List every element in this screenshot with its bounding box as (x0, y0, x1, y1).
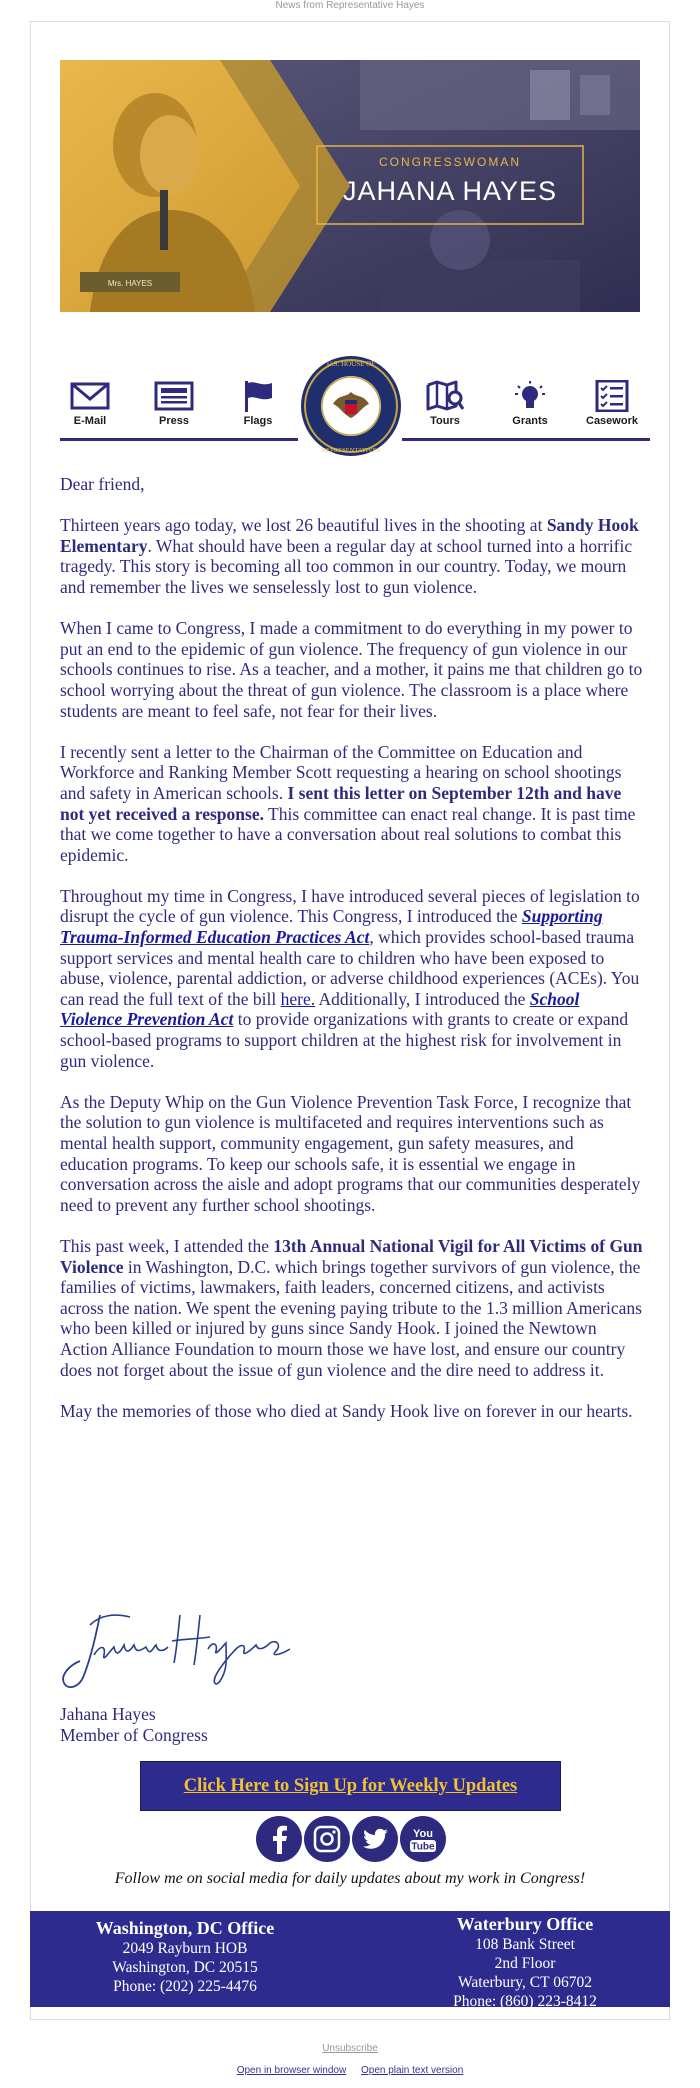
nav-tours[interactable] (415, 380, 475, 427)
nameplate-text: Mrs. HAYES (107, 279, 153, 288)
signer-title: Member of Congress (60, 1725, 208, 1745)
paragraph-2: When I came to Congress, I made a commitment to do everything in my power to put an end to the epidemic of gun violence. The frequency of gun violence in our schools continues to rise. As a teacher, and a mother, it pains me that children go to school worrying about the threat of gun violence. The classroom is a place where students are meant to feel safe, not fear for their lives. (60, 618, 643, 721)
seal-text-bottom: REPRESENTATIVES (321, 447, 381, 454)
dc-office-line1: 2049 Rayburn HOB (122, 1940, 248, 1957)
dc-office-heading: Washington, DC Office (95, 1918, 275, 1938)
header-banner (60, 60, 640, 312)
quick-links-nav (60, 356, 650, 461)
vigil-bold: 13th Annual National Vigil for All Victims of Gun Violence (60, 1235, 643, 1277)
paragraph-4: Throughout my time in Congress, I have introduced several pieces of legislation to disrupt the cycle of gun violence. This Congress, I introduced the Supporting Trauma-Informed Education Practices Act, which provides school-based trauma support services and mental health care to children who have been exposed to abuse, violence, parental addiction, or adverse childhood experiences (ACEs). You can read the full text of the bill here. Additionally, I introduced the School Violence Prevention Act to provide organizations with grants to create or expand school-based programs to support children at the highest risk for involvement in gun violence. (60, 885, 640, 1071)
sandy-hook-bold: Sandy Hook Elementary (60, 515, 639, 556)
newspaper-icon (154, 380, 194, 412)
paragraph-1: Thirteen years ago today, we lost 26 beautiful lives in the shooting at Sandy Hook Elementary. What should have been a regular day at school turned into a horrific tragedy. This story is becoming all too common in our country. Today, we mourn and remember the lives we senselessly lost to gun violence. (60, 515, 639, 597)
school-violence-act-link[interactable]: School Violence Prevention Act (60, 988, 580, 1030)
map-icon (425, 380, 465, 412)
dc-office-line2: Washington, DC 20515 (112, 1959, 258, 1976)
paragraph-6: This past week, I attended the 13th Annual National Vigil for All Victims of Gun Violence in Washington, D.C. which brings together survivors of gun violence, the families of victims, lawmakers, faith leaders, concerned citizens, and activists across the nation. We spent the evening paying tribute to the 1.3 million Americans who been killed or injured by guns since Sandy Hook. I joined the Newtown Action Alliance Foundation to mourn those we have lost, and ensure our country does not forget about the issue of gun violence and the dire need to address it. (60, 1235, 643, 1380)
open-in-browser-link[interactable]: Open in browser window (236, 2065, 347, 2076)
nav-divider-right (402, 438, 650, 441)
bill-text-link[interactable]: here. (280, 988, 316, 1009)
youtube-icon (400, 1816, 446, 1862)
greeting: Dear friend, (60, 474, 145, 494)
waterbury-office-line2: 2nd Floor (494, 1955, 556, 1972)
nav-casework-label: Casework (586, 415, 638, 427)
offices-block (30, 1911, 670, 2010)
dc-office (40, 1917, 330, 1996)
nav-grants[interactable] (500, 380, 560, 427)
paragraph-7: May the memories of those who died at Sandy Hook live on forever in our hearts. (60, 1400, 633, 1421)
view-options-row (0, 2065, 700, 2076)
letter-sent-bold: I sent this letter on September 12th and have not yet received a response. (60, 782, 622, 824)
house-seal-logo (299, 354, 403, 458)
instagram-link[interactable] (304, 1816, 350, 1862)
handwritten-signature (60, 1605, 320, 1697)
banner-title-name: JAHANA HAYES (342, 176, 558, 206)
facebook-icon (256, 1816, 302, 1862)
follow-text: Follow me on social media for daily updates about my work in Congress! (114, 1870, 586, 1887)
nav-flags[interactable] (228, 380, 288, 427)
signup-button[interactable] (140, 1761, 561, 1811)
nav-tours-label: Tours (430, 415, 460, 427)
twitter-link[interactable] (352, 1816, 398, 1862)
waterbury-office-line3: Waterbury, CT 06702 (458, 1974, 592, 1991)
letter-body (60, 474, 645, 1442)
preheader-text: News from Representative Hayes (275, 0, 425, 11)
dc-office-phone: Phone: (202) 225-4476 (113, 1978, 257, 1995)
youtube-link[interactable] (400, 1816, 446, 1862)
waterbury-office-line1: 108 Bank Street (475, 1936, 575, 1953)
waterbury-office (390, 1913, 660, 2011)
plain-text-link[interactable]: Open plain text version (361, 2065, 464, 2076)
nav-grants-label: Grants (512, 415, 548, 427)
unsubscribe-link[interactable]: Unsubscribe (322, 2043, 378, 2054)
signup-button-label: Click Here to Sign Up for Weekly Updates (183, 1775, 518, 1796)
instagram-icon (304, 1816, 350, 1862)
checklist-icon (592, 380, 632, 412)
nav-email-label: E-Mail (73, 415, 107, 427)
nav-divider-left (60, 438, 298, 441)
unsubscribe-row (0, 2043, 700, 2054)
youtube-you: You (413, 1828, 433, 1840)
social-links (256, 1816, 446, 1866)
waterbury-office-phone: Phone: (860) 223-8412 (453, 1993, 597, 2010)
youtube-tube: Tube (411, 1841, 435, 1853)
signer-block (60, 1704, 208, 1746)
paragraph-3: I recently sent a letter to the Chairman of the Committee on Education and Workforce and Ranking Member Scott requesting a hearing on school shootings and safety in American schools. I sent this letter on September 12th and have not yet received a response. This committee can enact real change. It is past time that we come together to have a conversation about real solutions to combat this epidemic. (60, 741, 636, 865)
twitter-icon (352, 1816, 398, 1862)
banner-graphic (60, 60, 640, 312)
flag-icon (238, 380, 278, 412)
nav-casework[interactable] (582, 380, 642, 427)
nav-flags-label: Flags (243, 415, 273, 427)
lightbulb-icon (510, 380, 550, 412)
nav-press-label: Press (159, 415, 189, 427)
nav-email[interactable] (60, 380, 120, 427)
nav-press[interactable] (144, 380, 204, 427)
waterbury-office-heading: Waterbury Office (456, 1914, 594, 1934)
banner-title-small: CONGRESSWOMAN (378, 155, 522, 169)
paragraph-5: As the Deputy Whip on the Gun Violence Prevention Task Force, I recognize that the solution to gun violence is multifaceted and requires interventions such as mental health support, community engagement, gun safety measures, and education programs. To keep our schools safe, it is essential we engage in conversation across the aisle and adopt programs that our communities desperately need to prevent any further school shootings. (60, 1091, 641, 1215)
envelope-icon (70, 380, 110, 412)
trauma-informed-act-link[interactable]: Supporting Trauma-Informed Education Practices Act (60, 906, 603, 948)
signer-name: Jahana Hayes (60, 1704, 156, 1724)
facebook-link[interactable] (256, 1816, 302, 1862)
seal-text-top: U.S. HOUSE OF (326, 360, 376, 368)
